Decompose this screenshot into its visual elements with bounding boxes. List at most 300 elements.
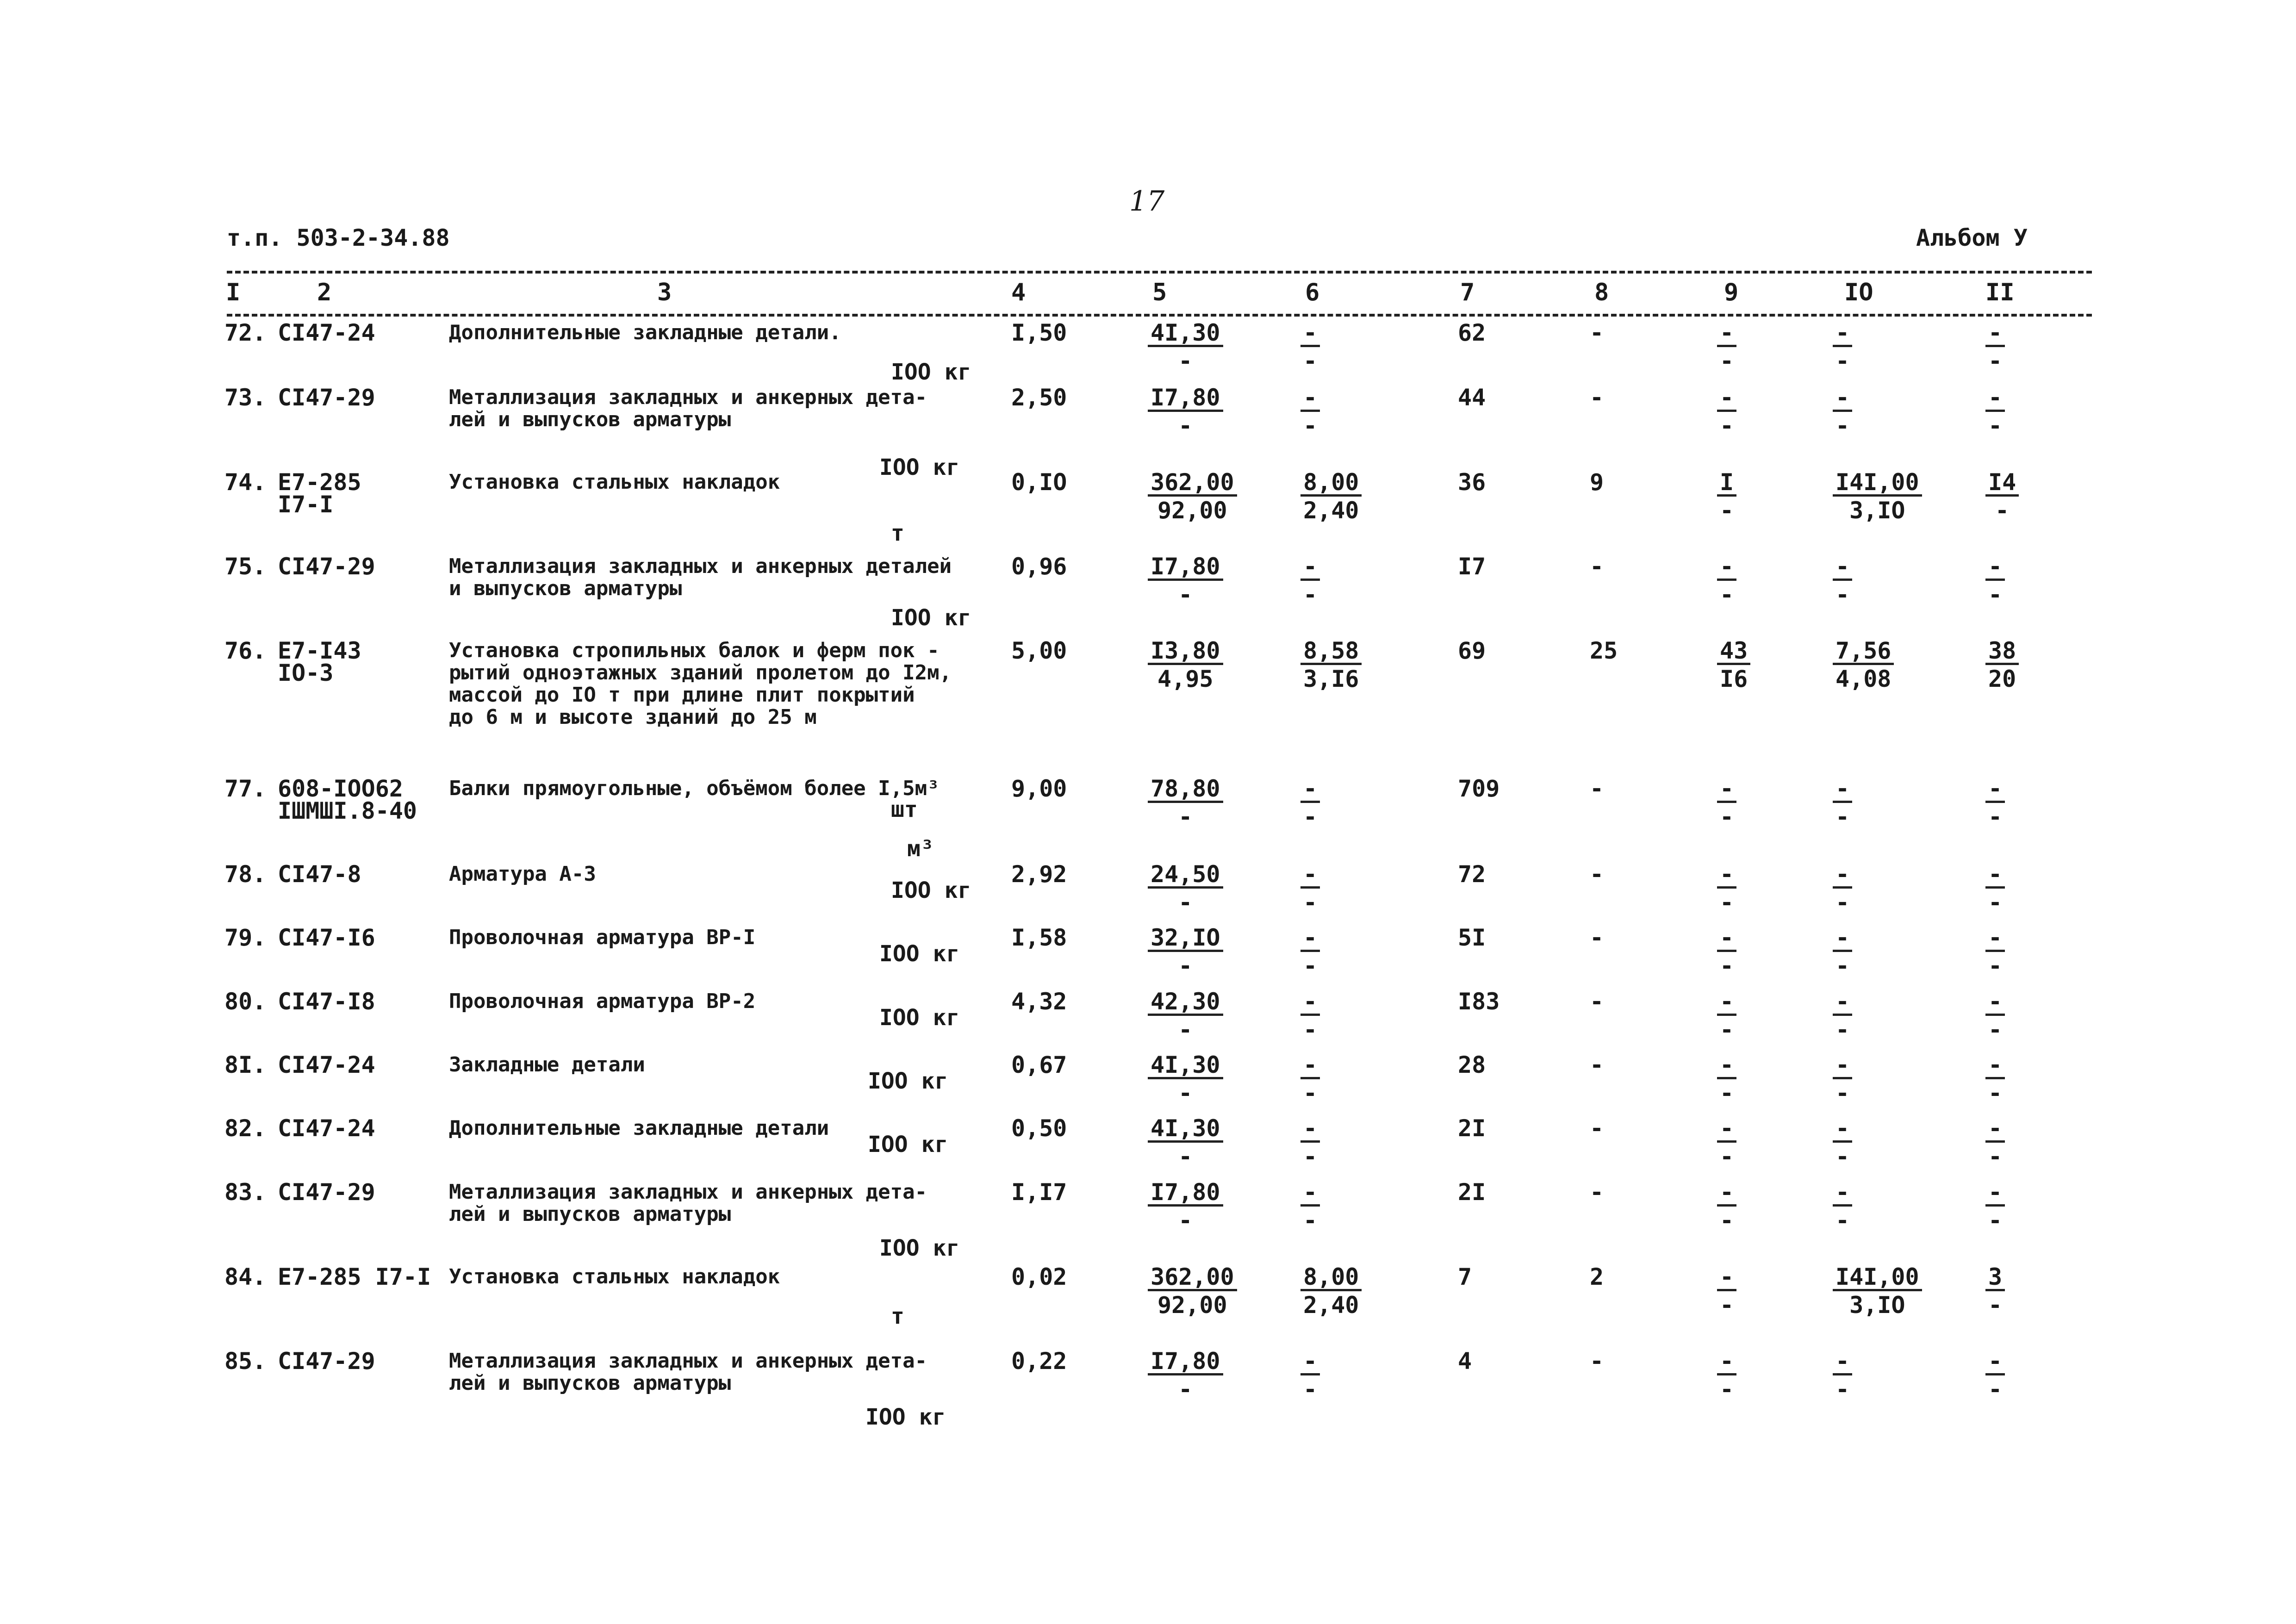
- c11-numerator: -: [1985, 1117, 2005, 1143]
- c6-fraction: [1300, 1181, 1320, 1234]
- c9-numerator: -: [1717, 990, 1736, 1016]
- c9-fraction: [1717, 555, 1736, 609]
- c11-denominator: -: [1988, 348, 2003, 374]
- norm-code: [278, 319, 375, 346]
- work-description: [449, 927, 755, 949]
- column-header-4: 4: [1011, 279, 1026, 306]
- description-line: Металлизация закладных и анкерных дета-: [449, 1180, 927, 1204]
- c11-numerator: -: [1985, 1054, 2005, 1079]
- c5-numerator: 42,30: [1148, 990, 1223, 1016]
- c5-numerator: I7,80: [1148, 1181, 1223, 1207]
- c9-fraction: [1717, 990, 1736, 1044]
- c6-numerator: -: [1300, 322, 1320, 347]
- c6-fraction: [1300, 637, 1362, 693]
- c9-denominator: -: [1720, 581, 1734, 608]
- c11-fraction: [1985, 1117, 2005, 1170]
- c10-numerator: -: [1833, 1054, 1852, 1079]
- cost-total: I7: [1458, 553, 1486, 580]
- c10-numerator: -: [1833, 1181, 1852, 1207]
- c5-fraction: [1148, 471, 1237, 524]
- c11-fraction: [1985, 1350, 2005, 1403]
- quantity-value: 0,02: [1011, 1263, 1067, 1290]
- wages-total: 9: [1590, 469, 1604, 496]
- c9-fraction: [1717, 863, 1736, 916]
- c11-fraction: [1985, 637, 2019, 693]
- c5-denominator: -: [1178, 1376, 1193, 1403]
- c11-denominator: -: [1988, 1207, 2003, 1234]
- cost-total: 28: [1458, 1052, 1486, 1078]
- c5-numerator: 362,00: [1148, 471, 1237, 497]
- c9-fraction: [1717, 1263, 1736, 1319]
- c6-numerator: 8,00: [1300, 471, 1362, 497]
- c9-numerator: -: [1717, 863, 1736, 889]
- c11-numerator: 38: [1985, 640, 2019, 665]
- c6-fraction: [1300, 386, 1320, 440]
- description-line: до 6 м и высоте зданий до 25 м: [449, 705, 817, 729]
- wages-total: -: [1590, 1348, 1604, 1375]
- measure-unit: IOO кг: [868, 1068, 948, 1094]
- c11-numerator: -: [1985, 322, 2005, 347]
- column-header-11: II: [1985, 279, 2015, 306]
- c9-fraction: [1717, 319, 1736, 375]
- cost-total: 44: [1458, 384, 1486, 411]
- description-line: Металлизация закладных и анкерных дета-: [449, 1349, 927, 1373]
- wages-total: -: [1590, 384, 1604, 411]
- quantity-value: 0,96: [1011, 553, 1067, 580]
- c6-fraction: [1300, 1350, 1320, 1403]
- c9-denominator: -: [1720, 1143, 1734, 1170]
- work-description: [449, 863, 596, 885]
- c9-numerator: -: [1717, 322, 1736, 347]
- row-number: 82.: [224, 1115, 267, 1142]
- c6-numerator: -: [1300, 778, 1320, 803]
- c6-fraction: [1300, 555, 1320, 609]
- c6-fraction: [1300, 1117, 1320, 1170]
- c11-denominator: -: [1988, 1292, 2003, 1319]
- c5-numerator: 4I,30: [1148, 1054, 1223, 1079]
- measure-unit: IOO кг: [879, 1005, 960, 1031]
- c5-fraction: [1148, 924, 1223, 980]
- c11-denominator: -: [1988, 581, 2003, 608]
- c10-fraction: [1833, 924, 1852, 980]
- c10-denominator: -: [1836, 1080, 1850, 1107]
- c9-numerator: -: [1717, 927, 1736, 952]
- column-header-9: 9: [1724, 279, 1739, 306]
- work-description: [449, 1350, 927, 1394]
- work-description: [449, 1054, 645, 1076]
- description-line: Металлизация закладных и анкерных деталей: [449, 554, 952, 578]
- norm-code-line: CI47-29: [278, 553, 375, 580]
- c5-fraction: [1148, 319, 1223, 375]
- c5-fraction: [1148, 1181, 1223, 1234]
- c10-denominator: -: [1836, 1016, 1850, 1043]
- quantity-value: 2,92: [1011, 861, 1067, 888]
- c6-numerator: -: [1300, 1350, 1320, 1375]
- quantity-value: 0,50: [1011, 1115, 1067, 1142]
- description-line: Дополнительные закладные детали.: [449, 321, 841, 344]
- c10-fraction: [1833, 319, 1852, 375]
- wages-total: 25: [1590, 637, 1618, 664]
- c11-numerator: -: [1985, 990, 2005, 1016]
- header-rule-bottom: [227, 314, 2092, 317]
- page-number: 17: [1129, 185, 1165, 218]
- row-number: 80.: [224, 988, 267, 1015]
- c5-denominator: 92,00: [1157, 1292, 1227, 1319]
- description-line: Установка стропильных балок и ферм пок -: [449, 639, 940, 662]
- c5-denominator: 4,95: [1157, 666, 1213, 692]
- norm-code-line: CI47-29: [278, 384, 375, 411]
- c5-denominator: -: [1178, 1016, 1193, 1043]
- measure-unit: IOO кг: [868, 1132, 948, 1157]
- row-number: 72.: [224, 319, 267, 346]
- column-header-2: 2: [317, 279, 332, 306]
- cost-total: 709: [1458, 775, 1500, 802]
- work-description: [449, 640, 952, 728]
- c9-fraction: [1717, 471, 1736, 524]
- description-line: массой до IO т при длине плит покрытий: [449, 683, 915, 707]
- c10-denominator: -: [1836, 889, 1850, 916]
- row-number: 74.: [224, 469, 267, 496]
- wages-total: -: [1590, 553, 1604, 580]
- c10-denominator: 3,IO: [1849, 497, 1905, 524]
- c10-denominator: -: [1836, 581, 1850, 608]
- c9-fraction: [1717, 1054, 1736, 1107]
- c5-numerator: 4I,30: [1148, 322, 1223, 347]
- quantity-value: 0,IO: [1011, 469, 1067, 496]
- c10-numerator: -: [1833, 555, 1852, 581]
- quantity-value: 2,50: [1011, 384, 1067, 411]
- c5-denominator: -: [1178, 581, 1193, 608]
- c6-denominator: -: [1303, 581, 1318, 608]
- c9-fraction: [1717, 775, 1736, 831]
- c10-fraction: [1833, 775, 1852, 831]
- c9-denominator: -: [1720, 889, 1734, 916]
- quantity-value: I,50: [1011, 319, 1067, 346]
- measure-unit: IOO кг: [879, 454, 960, 480]
- column-header-7: 7: [1460, 279, 1475, 306]
- c10-numerator: -: [1833, 927, 1852, 952]
- description-line: Металлизация закладных и анкерных дета-: [449, 386, 927, 409]
- c6-fraction: [1300, 990, 1320, 1044]
- norm-code: [278, 1179, 375, 1206]
- c6-numerator: -: [1300, 386, 1320, 412]
- description-line: рытий одноэтажных зданий пролетом до I2м,: [449, 661, 952, 684]
- c9-numerator: I: [1717, 471, 1736, 497]
- cost-total: 72: [1458, 861, 1486, 888]
- c5-denominator: -: [1178, 952, 1193, 979]
- c9-numerator: -: [1717, 555, 1736, 581]
- c10-denominator: -: [1836, 803, 1850, 830]
- c9-numerator: -: [1717, 1266, 1736, 1291]
- c6-denominator: -: [1303, 412, 1318, 439]
- c6-numerator: -: [1300, 1117, 1320, 1143]
- description-line: Балки прямоугольные, объёмом более I,5м³: [449, 777, 940, 800]
- wages-total: -: [1590, 861, 1604, 888]
- c5-denominator: -: [1178, 412, 1193, 439]
- row-number: 84.: [224, 1263, 267, 1290]
- c10-numerator: -: [1833, 863, 1852, 889]
- c9-numerator: 43: [1717, 640, 1750, 665]
- c5-fraction: [1148, 637, 1223, 693]
- wages-total: 2: [1590, 1263, 1604, 1290]
- c6-numerator: -: [1300, 990, 1320, 1016]
- c6-numerator: 8,00: [1300, 1266, 1362, 1291]
- row-number: 77.: [224, 775, 267, 802]
- c10-fraction: [1833, 990, 1852, 1044]
- description-line: Закладные детали: [449, 1053, 645, 1076]
- norm-code-line: CI47-8: [278, 861, 361, 888]
- c11-denominator: -: [1988, 1143, 2003, 1170]
- c5-fraction: [1148, 863, 1223, 916]
- c10-fraction: [1833, 637, 1894, 693]
- c11-fraction: [1985, 924, 2005, 980]
- c6-fraction: [1300, 1054, 1320, 1107]
- measure-unit: IOO кг: [891, 605, 971, 631]
- measure-unit: т: [891, 520, 904, 546]
- c11-denominator: -: [1988, 803, 2003, 830]
- norm-code: [278, 924, 375, 951]
- norm-code: [278, 1348, 375, 1375]
- c6-fraction: [1300, 1263, 1362, 1319]
- c10-numerator: -: [1833, 778, 1852, 803]
- c10-fraction: [1833, 1054, 1852, 1107]
- row-number: 73.: [224, 384, 267, 411]
- row-number: 83.: [224, 1179, 267, 1206]
- norm-code: [278, 637, 361, 686]
- c10-denominator: -: [1836, 1143, 1850, 1170]
- norm-code-line: 608-IOO62: [278, 775, 403, 802]
- c5-denominator: -: [1178, 1143, 1193, 1170]
- c9-fraction: [1717, 1350, 1736, 1403]
- c6-fraction: [1300, 863, 1320, 916]
- work-description: [449, 386, 927, 431]
- description-line: Арматура А-3: [449, 862, 596, 886]
- description-line: Проволочная арматура ВР-2: [449, 989, 756, 1013]
- norm-code: [278, 471, 361, 516]
- c10-denominator: -: [1836, 412, 1850, 439]
- c6-denominator: -: [1303, 348, 1318, 374]
- quantity-value: 9,00: [1011, 775, 1067, 802]
- norm-code: [278, 861, 361, 888]
- c10-fraction: [1833, 863, 1852, 916]
- c9-denominator: -: [1720, 803, 1734, 830]
- c5-denominator: -: [1178, 889, 1193, 916]
- c11-denominator: 20: [1988, 666, 2016, 692]
- c5-numerator: I3,80: [1148, 640, 1223, 665]
- c9-denominator: -: [1720, 348, 1734, 374]
- quantity-value: I,I7: [1011, 1179, 1067, 1206]
- description-line: лей и выпусков арматуры: [449, 1371, 731, 1395]
- wages-total: -: [1590, 924, 1604, 951]
- c6-denominator: -: [1303, 1143, 1318, 1170]
- wages-total: -: [1590, 319, 1604, 346]
- c10-fraction: [1833, 1117, 1852, 1170]
- c11-fraction: [1985, 775, 2005, 831]
- album-label: Альбом У: [1916, 224, 2028, 251]
- measure-unit: IOO кг: [891, 877, 971, 903]
- c6-numerator: -: [1300, 1181, 1320, 1207]
- c5-denominator: -: [1178, 1207, 1193, 1234]
- c11-fraction: [1985, 1054, 2005, 1107]
- c5-denominator: -: [1178, 348, 1193, 374]
- c11-numerator: -: [1985, 1350, 2005, 1375]
- c10-denominator: 3,IO: [1849, 1292, 1905, 1319]
- measure-unit: шт: [891, 796, 918, 822]
- cost-total: 62: [1458, 319, 1486, 346]
- c11-fraction: [1985, 990, 2005, 1044]
- cost-total: 69: [1458, 637, 1486, 664]
- c5-numerator: 78,80: [1148, 778, 1223, 803]
- c10-fraction: [1833, 1181, 1852, 1234]
- norm-code: [278, 775, 417, 824]
- norm-code: [278, 1263, 431, 1290]
- work-description: [449, 471, 780, 493]
- c6-denominator: -: [1303, 803, 1318, 830]
- norm-code-line: CI47-29: [278, 1348, 375, 1375]
- quantity-value: I,58: [1011, 924, 1067, 951]
- wages-total: -: [1590, 775, 1604, 802]
- column-header-8: 8: [1594, 279, 1609, 306]
- c11-denominator: -: [1988, 952, 2003, 979]
- c11-fraction: [1985, 863, 2005, 916]
- c5-numerator: I7,80: [1148, 386, 1223, 412]
- work-description: [449, 1266, 780, 1288]
- work-description: [449, 322, 841, 344]
- description-line: лей и выпусков арматуры: [449, 1202, 731, 1226]
- c5-numerator: 362,00: [1148, 1266, 1237, 1291]
- c5-numerator: 4I,30: [1148, 1117, 1223, 1143]
- measure-unit: IOO кг: [879, 1235, 960, 1261]
- c6-fraction: [1300, 775, 1320, 831]
- row-number: 79.: [224, 924, 267, 951]
- measure-unit: т: [891, 1303, 904, 1329]
- description-line: Дополнительные закладные детали: [449, 1116, 829, 1140]
- wages-total: -: [1590, 1179, 1604, 1206]
- c6-fraction: [1300, 471, 1362, 524]
- c5-denominator: -: [1178, 803, 1193, 830]
- c9-denominator: -: [1720, 412, 1734, 439]
- cost-total: 5I: [1458, 924, 1486, 951]
- row-number: 78.: [224, 861, 267, 888]
- c10-numerator: 7,56: [1833, 640, 1894, 665]
- c11-numerator: -: [1985, 778, 2005, 803]
- c5-numerator: I7,80: [1148, 1350, 1223, 1375]
- c11-denominator: -: [1988, 889, 2003, 916]
- c11-fraction: [1985, 386, 2005, 440]
- norm-code-line: CI47-24: [278, 1052, 375, 1078]
- measure-unit: IOO кг: [891, 359, 971, 385]
- c5-numerator: I7,80: [1148, 555, 1223, 581]
- c6-numerator: -: [1300, 555, 1320, 581]
- c9-fraction: [1717, 924, 1736, 980]
- c6-denominator: -: [1303, 1207, 1318, 1234]
- work-description: [449, 555, 952, 600]
- c9-denominator: -: [1720, 1207, 1734, 1234]
- description-line: Проволочная арматура ВР-I: [449, 926, 756, 949]
- c5-numerator: 32,IO: [1148, 927, 1223, 952]
- cost-total: 4: [1458, 1348, 1472, 1375]
- description-line: Установка стальных накладок: [449, 470, 780, 494]
- row-number: 85.: [224, 1348, 267, 1375]
- c9-denominator: -: [1720, 1376, 1734, 1403]
- c5-fraction: [1148, 1054, 1223, 1107]
- column-header-6: 6: [1305, 279, 1320, 306]
- c5-fraction: [1148, 1350, 1223, 1403]
- c10-denominator: -: [1836, 348, 1850, 374]
- column-header-10: IO: [1844, 279, 1873, 306]
- c9-numerator: -: [1717, 1054, 1736, 1079]
- c6-denominator: -: [1303, 1376, 1318, 1403]
- c6-numerator: -: [1300, 863, 1320, 889]
- c9-numerator: -: [1717, 1117, 1736, 1143]
- c11-numerator: I4: [1985, 471, 2019, 497]
- c11-numerator: 3: [1985, 1266, 2005, 1291]
- cost-total: I83: [1458, 988, 1500, 1015]
- c11-fraction: [1985, 1181, 2005, 1234]
- norm-code: [278, 1054, 375, 1076]
- norm-code-line: IШМШI.8-40: [278, 797, 417, 824]
- measure-unit: IOO кг: [865, 1404, 946, 1430]
- c6-denominator: -: [1303, 952, 1318, 979]
- c11-numerator: -: [1985, 863, 2005, 889]
- cost-total: 2I: [1458, 1179, 1486, 1206]
- c6-denominator: -: [1303, 1016, 1318, 1043]
- row-number: 76.: [224, 637, 267, 664]
- column-header-5: 5: [1152, 279, 1167, 306]
- c10-denominator: -: [1836, 1376, 1850, 1403]
- measure-unit: м³: [907, 836, 934, 862]
- norm-code: [278, 386, 375, 409]
- norm-code-line: E7-285: [278, 469, 361, 496]
- norm-code-line: CI47-24: [278, 319, 375, 346]
- c5-fraction: [1148, 386, 1223, 440]
- c10-numerator: -: [1833, 386, 1852, 412]
- c9-fraction: [1717, 1181, 1736, 1234]
- norm-code-line: CI47-24: [278, 1115, 375, 1142]
- cost-total: 2I: [1458, 1115, 1486, 1142]
- c6-numerator: -: [1300, 1054, 1320, 1079]
- wages-total: -: [1590, 1115, 1604, 1142]
- c9-numerator: -: [1717, 1181, 1736, 1207]
- c9-denominator: -: [1720, 1080, 1734, 1107]
- description-line: и выпусков арматуры: [449, 577, 682, 600]
- wages-total: -: [1590, 1052, 1604, 1078]
- c5-fraction: [1148, 775, 1223, 831]
- norm-code-line: E7-I43: [278, 637, 361, 664]
- c5-fraction: [1148, 555, 1223, 609]
- c11-numerator: -: [1985, 555, 2005, 581]
- document-reference: т.п. 503-2-34.88: [227, 224, 450, 251]
- c10-numerator: I4I,00: [1833, 1266, 1922, 1291]
- c6-numerator: -: [1300, 927, 1320, 952]
- c10-numerator: I4I,00: [1833, 471, 1922, 497]
- c9-fraction: [1717, 1117, 1736, 1170]
- c11-denominator: -: [1988, 1016, 2003, 1043]
- cost-total: 7: [1458, 1263, 1472, 1290]
- row-number: 75.: [224, 553, 267, 580]
- measure-unit: IOO кг: [879, 941, 960, 967]
- c10-denominator: -: [1836, 952, 1850, 979]
- quantity-value: 5,00: [1011, 637, 1067, 664]
- c9-denominator: -: [1720, 1016, 1734, 1043]
- cost-total: 36: [1458, 469, 1486, 496]
- column-header-3: 3: [657, 279, 672, 306]
- c9-fraction: [1717, 637, 1750, 693]
- c10-denominator: -: [1836, 1207, 1850, 1234]
- c11-denominator: -: [1995, 497, 2010, 524]
- c11-fraction: [1985, 555, 2005, 609]
- c5-fraction: [1148, 1263, 1237, 1319]
